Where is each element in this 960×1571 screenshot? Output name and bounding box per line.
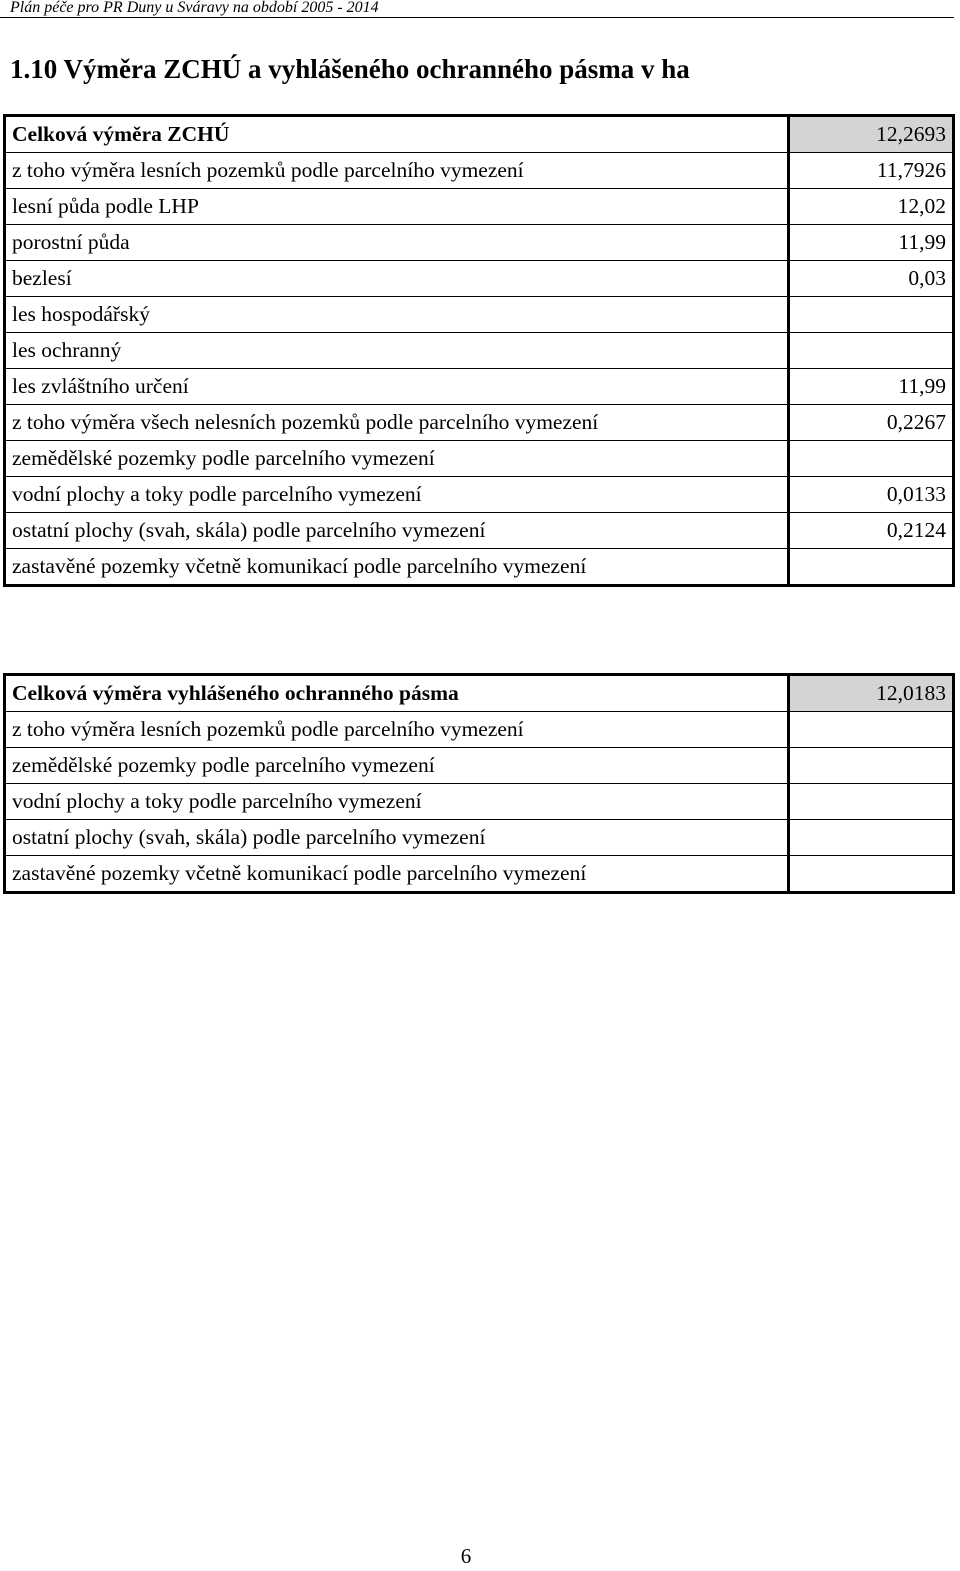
table-row — [5, 712, 954, 748]
row-label: zemědělské pozemky podle parcelního vymezení — [5, 748, 789, 784]
row-label: zastavěné pozemky včetně komunikací podle parcelního vymezení — [12, 554, 587, 578]
row-value — [789, 297, 954, 333]
row-value: 0,03 — [789, 261, 954, 297]
row-label: les ochranný — [5, 333, 789, 369]
row-value — [789, 856, 954, 893]
row-label: ostatní plochy (svah, skála) podle parcelního vymezení — [5, 820, 789, 856]
row-value — [789, 441, 954, 477]
row-value: 12,0183 — [789, 675, 954, 712]
row-label: z toho výměra všech nelesních pozemků podle parcelního vymezení — [5, 405, 789, 441]
row-label: les zvláštního určení — [5, 369, 789, 405]
row-label: ostatní plochy (svah, skála) podle parcelního vymezení — [5, 513, 789, 549]
table-row — [5, 261, 954, 297]
row-value: 0,2267 — [789, 405, 954, 441]
row-value: 11,99 — [789, 369, 954, 405]
row-value — [789, 820, 954, 856]
row-value — [789, 712, 954, 748]
table-row — [5, 549, 954, 586]
row-label: z toho výměra lesních pozemků podle parcelního vymezení — [5, 712, 789, 748]
row-label: lesní půda podle LHP — [5, 189, 789, 225]
table-row-total — [5, 116, 954, 153]
row-label: zastavěné pozemky včetně komunikací podle parcelního vymezení — [12, 861, 587, 885]
row-label: zemědělské pozemky podle parcelního vymezení — [5, 441, 789, 477]
table-row — [5, 189, 954, 225]
table-row — [5, 225, 954, 261]
row-label: bezlesí — [5, 261, 789, 297]
table-row — [5, 748, 954, 784]
row-label: vodní plochy a toky podle parcelního vymezení — [5, 784, 789, 820]
row-label: z toho výměra lesních pozemků podle parcelního vymezení — [5, 153, 789, 189]
row-label: Celková výměra vyhlášeného ochranného pásma — [5, 675, 789, 712]
row-value: 12,02 — [789, 189, 954, 225]
table-row-total — [5, 675, 954, 712]
table-row — [5, 369, 954, 405]
row-value — [789, 748, 954, 784]
table-row — [5, 405, 954, 441]
row-label: les hospodářský — [5, 297, 789, 333]
table-row — [5, 441, 954, 477]
running-header: Plán péče pro PR Duny u Sváravy na období 2005 - 2014 — [10, 0, 379, 16]
table-row — [5, 153, 954, 189]
table-row — [5, 784, 954, 820]
row-value: 0,0133 — [789, 477, 954, 513]
table-row — [5, 297, 954, 333]
buffer-zone-area-table — [3, 673, 955, 894]
row-label: porostní půda — [5, 225, 789, 261]
row-label: vodní plochy a toky podle parcelního vymezení — [5, 477, 789, 513]
header-rule — [0, 17, 954, 18]
page-number: 6 — [460, 1544, 472, 1568]
section-title: 1.10 Výměra ZCHÚ a vyhlášeného ochranného pásma v ha — [10, 54, 690, 84]
table-row — [5, 513, 954, 549]
zchu-area-table — [3, 114, 955, 587]
row-label: Celková výměra ZCHÚ — [5, 116, 789, 153]
row-value: 0,2124 — [789, 513, 954, 549]
table-row — [5, 856, 954, 893]
row-value — [789, 784, 954, 820]
row-value — [789, 333, 954, 369]
row-value: 12,2693 — [789, 116, 954, 153]
row-value — [789, 549, 954, 586]
row-value: 11,99 — [789, 225, 954, 261]
row-value: 11,7926 — [789, 153, 954, 189]
table-row — [5, 333, 954, 369]
table-row — [5, 820, 954, 856]
table-row — [5, 477, 954, 513]
